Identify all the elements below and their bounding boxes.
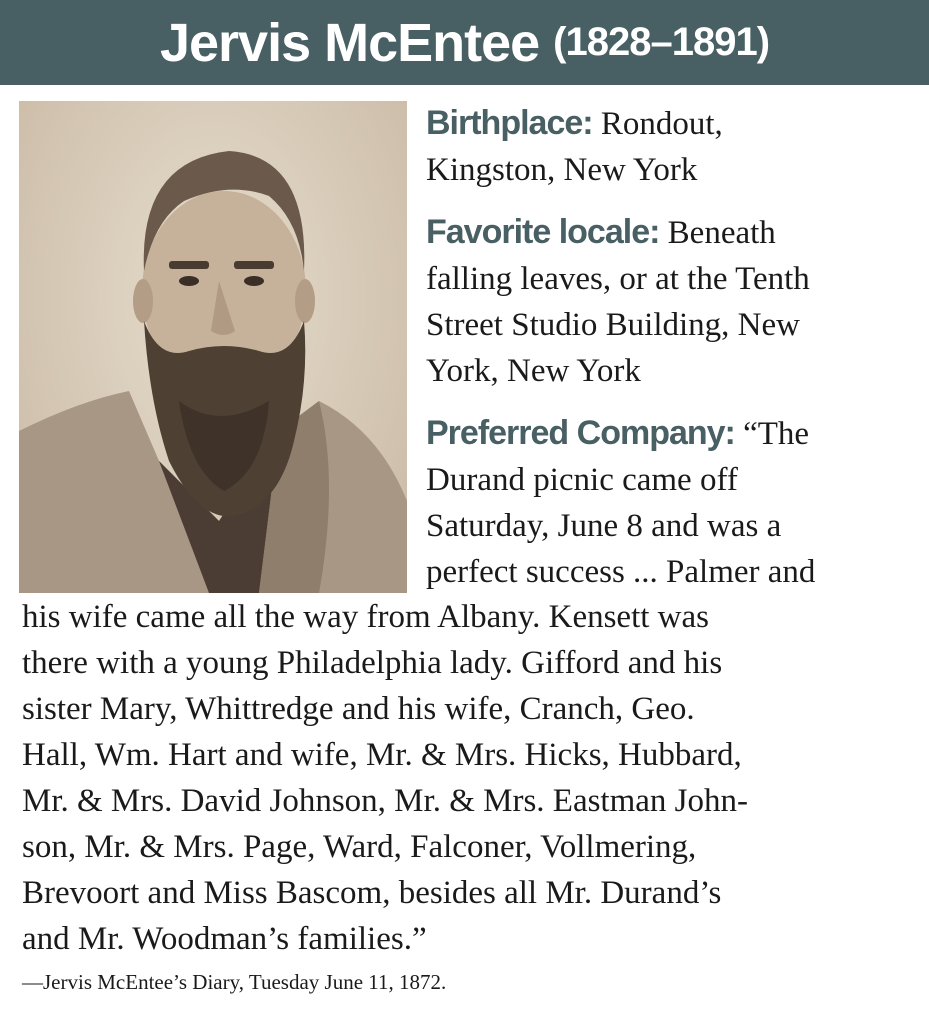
quote-line: sister Mary, Whittredge and his wife, Cranch, Geo. — [22, 691, 695, 727]
quote-line: Hall, Wm. Hart and wife, Mr. & Mrs. Hicks, Hubbard, — [22, 737, 742, 773]
locale-value: falling leaves, or at the Tenth — [426, 261, 810, 297]
birthplace-value: Kingston, New York — [426, 152, 698, 188]
locale-label: Favorite locale: — [426, 213, 660, 251]
quote-line: his wife came all the way from Albany. Kensett was — [22, 599, 709, 635]
company-quote: Durand picnic came off — [426, 462, 738, 498]
company-quote: “The — [734, 416, 810, 452]
life-years: (1828–1891) — [553, 20, 770, 64]
page-title: Jervis McEntee — [159, 12, 540, 73]
facts-column — [426, 100, 922, 410]
portrait-photo — [19, 101, 407, 593]
company-quote: perfect success ... Palmer and — [426, 554, 816, 590]
quote-line: son, Mr. & Mrs. Page, Ward, Falconer, Vollmering, — [22, 829, 697, 865]
quote-line: Mr. & Mrs. David Johnson, Mr. & Mrs. Eastman John- — [22, 783, 748, 819]
company-quote: Saturday, June 8 and was a — [426, 508, 782, 544]
locale-field — [426, 209, 922, 394]
locale-value: Beneath — [659, 215, 776, 251]
company-label: Preferred Company: — [426, 414, 735, 452]
birthplace-label: Birthplace: — [426, 104, 593, 142]
company-field — [426, 410, 926, 595]
birthplace-value: Rondout, — [592, 106, 723, 142]
company-quote-continued — [22, 594, 922, 962]
portrait-icon — [19, 101, 407, 593]
quote-line: there with a young Philadelphia lady. Gifford and his — [22, 645, 723, 681]
quote-source: —Jervis McEntee’s Diary, Tuesday June 11, 1872. — [22, 970, 447, 994]
locale-value: York, New York — [426, 353, 641, 389]
birthplace-field — [426, 100, 922, 193]
quote-line: Brevoort and Miss Bascom, besides all Mr. Durand’s — [22, 875, 722, 911]
quote-line: and Mr. Woodman’s families.” — [22, 921, 427, 957]
title-banner — [0, 0, 929, 85]
locale-value: Street Studio Building, New — [426, 307, 800, 343]
